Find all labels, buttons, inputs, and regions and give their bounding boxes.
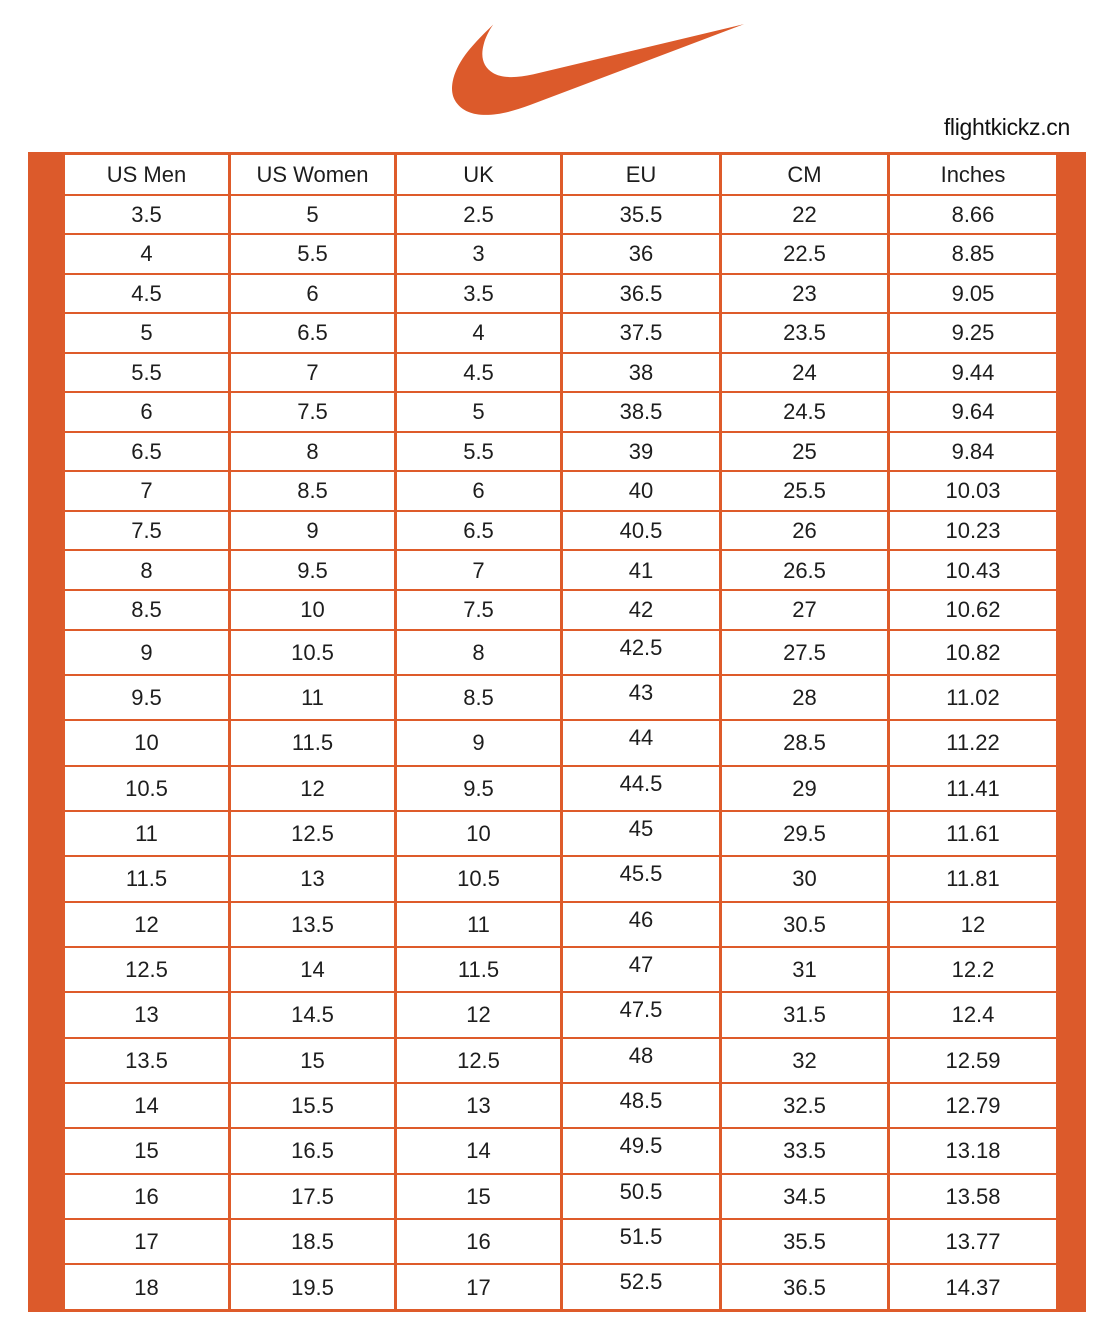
size-cell: 9.44 — [889, 353, 1058, 393]
size-cell: 43 — [562, 675, 721, 720]
table-row — [64, 1038, 1058, 1083]
size-cell: 9 — [230, 511, 396, 551]
size-cell: 7.5 — [64, 511, 230, 551]
size-cell: 10 — [64, 720, 230, 765]
size-cell: 26 — [721, 511, 889, 551]
size-cell: 30 — [721, 856, 889, 901]
size-cell: 17 — [64, 1219, 230, 1264]
table-row — [64, 432, 1058, 472]
size-cell: 10.43 — [889, 550, 1058, 590]
size-cell: 22.5 — [721, 234, 889, 274]
size-cell: 10 — [396, 811, 562, 856]
size-cell: 7 — [64, 471, 230, 511]
size-cell: 11.22 — [889, 720, 1058, 765]
size-cell: 17.5 — [230, 1174, 396, 1219]
size-cell: 5.5 — [230, 234, 396, 274]
size-cell: 47 — [562, 947, 721, 992]
size-cell: 16 — [396, 1219, 562, 1264]
size-cell: 52.5 — [562, 1264, 721, 1310]
size-cell: 18 — [64, 1264, 230, 1310]
size-cell: 24.5 — [721, 392, 889, 432]
size-cell: 13 — [230, 856, 396, 901]
size-cell: 7.5 — [230, 392, 396, 432]
table-row — [64, 511, 1058, 551]
table-row — [64, 1174, 1058, 1219]
size-cell: 29 — [721, 766, 889, 811]
size-cell: 42.5 — [562, 630, 721, 675]
size-cell: 48 — [562, 1038, 721, 1083]
size-cell: 24 — [721, 353, 889, 393]
size-cell: 8.66 — [889, 195, 1058, 235]
size-cell: 32 — [721, 1038, 889, 1083]
size-cell: 36.5 — [721, 1264, 889, 1310]
size-cell: 5 — [230, 195, 396, 235]
size-cell: 12.5 — [64, 947, 230, 992]
table-row — [64, 471, 1058, 511]
size-cell: 46 — [562, 902, 721, 947]
size-cell: 27 — [721, 590, 889, 630]
size-cell: 15 — [230, 1038, 396, 1083]
size-cell: 32.5 — [721, 1083, 889, 1128]
table-row — [64, 720, 1058, 765]
size-cell: 13.5 — [64, 1038, 230, 1083]
size-cell: 15 — [64, 1128, 230, 1173]
size-cell: 30.5 — [721, 902, 889, 947]
size-cell: 45.5 — [562, 856, 721, 901]
size-cell: 9.5 — [64, 675, 230, 720]
size-cell: 9.84 — [889, 432, 1058, 472]
size-cell: 4.5 — [396, 353, 562, 393]
size-cell: 13.18 — [889, 1128, 1058, 1173]
size-cell: 12.5 — [396, 1038, 562, 1083]
size-cell: 2.5 — [396, 195, 562, 235]
size-cell: 9.5 — [230, 550, 396, 590]
size-cell: 3.5 — [396, 274, 562, 314]
left-accent-bar — [28, 152, 62, 1312]
size-cell: 6 — [230, 274, 396, 314]
size-cell: 6 — [396, 471, 562, 511]
size-cell: 36.5 — [562, 274, 721, 314]
size-cell: 14 — [230, 947, 396, 992]
size-cell: 25.5 — [721, 471, 889, 511]
size-cell: 9.05 — [889, 274, 1058, 314]
size-cell: 13.5 — [230, 902, 396, 947]
table-row — [64, 1128, 1058, 1173]
size-cell: 48.5 — [562, 1083, 721, 1128]
size-cell: 15 — [396, 1174, 562, 1219]
size-cell: 42 — [562, 590, 721, 630]
size-cell: 37.5 — [562, 313, 721, 353]
size-cell: 5 — [64, 313, 230, 353]
size-cell: 7.5 — [396, 590, 562, 630]
size-cell: 10 — [230, 590, 396, 630]
size-cell: 9.64 — [889, 392, 1058, 432]
size-cell: 8.5 — [396, 675, 562, 720]
size-cell: 12 — [396, 992, 562, 1037]
column-header: US Men — [64, 154, 230, 195]
nike-logo — [452, 22, 744, 116]
table-row — [64, 195, 1058, 235]
table-row — [64, 1219, 1058, 1264]
size-cell: 8 — [64, 550, 230, 590]
right-accent-bar — [1059, 152, 1086, 1312]
size-cell: 8 — [396, 630, 562, 675]
table-row — [64, 902, 1058, 947]
size-cell: 9 — [64, 630, 230, 675]
size-cell: 18.5 — [230, 1219, 396, 1264]
size-cell: 3.5 — [64, 195, 230, 235]
column-header: Inches — [889, 154, 1058, 195]
table-row — [64, 856, 1058, 901]
size-cell: 15.5 — [230, 1083, 396, 1128]
table-row — [64, 353, 1058, 393]
size-cell: 10.5 — [64, 766, 230, 811]
table-row — [64, 550, 1058, 590]
size-cell: 12.59 — [889, 1038, 1058, 1083]
size-cell: 51.5 — [562, 1219, 721, 1264]
size-cell: 12 — [64, 902, 230, 947]
size-cell: 25 — [721, 432, 889, 472]
size-cell: 11.5 — [396, 947, 562, 992]
size-cell: 16 — [64, 1174, 230, 1219]
size-cell: 16.5 — [230, 1128, 396, 1173]
table-band — [28, 152, 1086, 1312]
size-cell: 31 — [721, 947, 889, 992]
nike-swoosh-icon — [452, 22, 744, 116]
size-cell: 40.5 — [562, 511, 721, 551]
size-cell: 5.5 — [396, 432, 562, 472]
size-cell: 14 — [64, 1083, 230, 1128]
column-header: CM — [721, 154, 889, 195]
size-cell: 11.41 — [889, 766, 1058, 811]
size-cell: 8.85 — [889, 234, 1058, 274]
size-cell: 35.5 — [562, 195, 721, 235]
column-header: EU — [562, 154, 721, 195]
size-cell: 38 — [562, 353, 721, 393]
size-cell: 31.5 — [721, 992, 889, 1037]
size-cell: 3 — [396, 234, 562, 274]
size-cell: 11 — [230, 675, 396, 720]
size-cell: 11.61 — [889, 811, 1058, 856]
size-cell: 6.5 — [396, 511, 562, 551]
size-cell: 10.5 — [396, 856, 562, 901]
size-cell: 12.2 — [889, 947, 1058, 992]
size-cell: 14 — [396, 1128, 562, 1173]
size-cell: 40 — [562, 471, 721, 511]
size-cell: 13 — [396, 1083, 562, 1128]
table-row — [64, 392, 1058, 432]
size-cell: 23 — [721, 274, 889, 314]
table-row — [64, 947, 1058, 992]
size-cell: 28.5 — [721, 720, 889, 765]
table-row — [64, 234, 1058, 274]
column-header: US Women — [230, 154, 396, 195]
size-cell: 11.5 — [230, 720, 396, 765]
size-cell: 12 — [230, 766, 396, 811]
size-cell: 7 — [230, 353, 396, 393]
size-cell: 44.5 — [562, 766, 721, 811]
size-cell: 10.82 — [889, 630, 1058, 675]
size-cell: 4 — [396, 313, 562, 353]
size-cell: 11.81 — [889, 856, 1058, 901]
size-cell: 36 — [562, 234, 721, 274]
size-cell: 9.5 — [396, 766, 562, 811]
column-header: UK — [396, 154, 562, 195]
table-row — [64, 1264, 1058, 1310]
size-cell: 49.5 — [562, 1128, 721, 1173]
table-row — [64, 992, 1058, 1037]
size-cell: 12 — [889, 902, 1058, 947]
size-cell: 38.5 — [562, 392, 721, 432]
size-cell: 5.5 — [64, 353, 230, 393]
size-cell: 26.5 — [721, 550, 889, 590]
size-cell: 45 — [562, 811, 721, 856]
size-cell: 4 — [64, 234, 230, 274]
size-cell: 35.5 — [721, 1219, 889, 1264]
size-cell: 29.5 — [721, 811, 889, 856]
size-cell: 17 — [396, 1264, 562, 1310]
size-cell: 50.5 — [562, 1174, 721, 1219]
size-cell: 12.4 — [889, 992, 1058, 1037]
size-cell: 11 — [64, 811, 230, 856]
size-conversion-table — [62, 152, 1059, 1312]
size-cell: 6.5 — [64, 432, 230, 472]
size-cell: 12.79 — [889, 1083, 1058, 1128]
size-cell: 9 — [396, 720, 562, 765]
size-cell: 19.5 — [230, 1264, 396, 1310]
size-cell: 44 — [562, 720, 721, 765]
size-cell: 14.5 — [230, 992, 396, 1037]
size-cell: 39 — [562, 432, 721, 472]
size-cell: 10.23 — [889, 511, 1058, 551]
site-watermark: flightkickz.cn — [943, 114, 1070, 140]
size-cell: 13 — [64, 992, 230, 1037]
size-cell: 33.5 — [721, 1128, 889, 1173]
size-cell: 4.5 — [64, 274, 230, 314]
size-cell: 8 — [230, 432, 396, 472]
table-row — [64, 811, 1058, 856]
table-row — [64, 590, 1058, 630]
size-cell: 12.5 — [230, 811, 396, 856]
size-cell: 10.62 — [889, 590, 1058, 630]
size-cell: 14.37 — [889, 1264, 1058, 1310]
size-cell: 28 — [721, 675, 889, 720]
size-cell: 34.5 — [721, 1174, 889, 1219]
size-cell: 10.03 — [889, 471, 1058, 511]
table-row — [64, 675, 1058, 720]
table-row — [64, 630, 1058, 675]
size-cell: 11.02 — [889, 675, 1058, 720]
size-cell: 41 — [562, 550, 721, 590]
table-row — [64, 1083, 1058, 1128]
size-cell: 8.5 — [64, 590, 230, 630]
table-row — [64, 766, 1058, 811]
size-cell: 23.5 — [721, 313, 889, 353]
size-cell: 10.5 — [230, 630, 396, 675]
size-cell: 13.58 — [889, 1174, 1058, 1219]
size-cell: 6.5 — [230, 313, 396, 353]
size-cell: 9.25 — [889, 313, 1058, 353]
table-body — [64, 195, 1058, 1311]
header-row — [64, 154, 1058, 195]
table-row — [64, 313, 1058, 353]
size-cell: 11 — [396, 902, 562, 947]
size-cell: 7 — [396, 550, 562, 590]
size-cell: 5 — [396, 392, 562, 432]
size-cell: 13.77 — [889, 1219, 1058, 1264]
size-cell: 8.5 — [230, 471, 396, 511]
size-cell: 27.5 — [721, 630, 889, 675]
size-cell: 11.5 — [64, 856, 230, 901]
table-row — [64, 274, 1058, 314]
size-cell: 6 — [64, 392, 230, 432]
size-cell: 47.5 — [562, 992, 721, 1037]
size-cell: 22 — [721, 195, 889, 235]
